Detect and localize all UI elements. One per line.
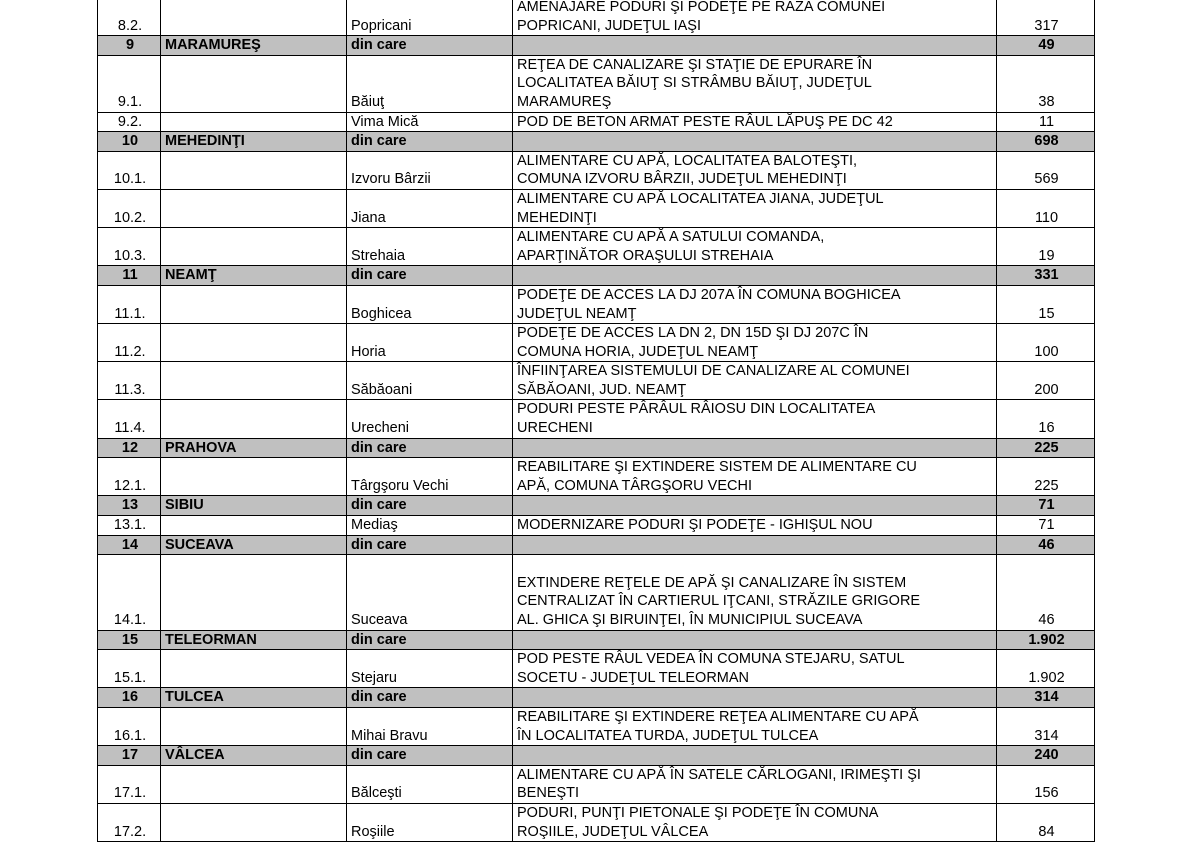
project-cell: MODERNIZARE PODURI ŞI PODEŢE - IGHIŞUL NOU [513, 516, 997, 536]
project-cell: POD DE BETON ARMAT PESTE RÂUL LĂPUŞ PE DC 42 [513, 112, 997, 132]
value-cell: 11 [997, 112, 1095, 132]
row-number-cell: 11 [98, 266, 161, 286]
row-number-cell: 10.3. [98, 228, 161, 266]
row-number-cell: 11.2. [98, 324, 161, 362]
locality-cell: Strehaia [347, 228, 513, 266]
county-total-row [98, 535, 1095, 555]
row-number-cell: 12 [98, 438, 161, 458]
value-cell: 314 [997, 688, 1095, 708]
row-number-cell: 11.4. [98, 400, 161, 438]
county-cell [161, 516, 347, 536]
locality-cell: Mediaş [347, 516, 513, 536]
county-cell [161, 324, 347, 362]
county-cell [161, 803, 347, 841]
row-number-cell: 11.1. [98, 285, 161, 323]
project-cell: ALIMENTARE CU APĂ LOCALITATEA JIANA, JUDEŢUL MEHEDINŢI [513, 189, 997, 227]
value-cell: 49 [997, 36, 1095, 56]
row-number-cell: 10.2. [98, 189, 161, 227]
county-total-row [98, 266, 1095, 286]
project-row [98, 362, 1095, 400]
value-cell: 156 [997, 765, 1095, 803]
row-number-cell: 15 [98, 630, 161, 650]
project-row [98, 324, 1095, 362]
locality-cell: Urecheni [347, 400, 513, 438]
value-cell: 100 [997, 324, 1095, 362]
value-cell: 84 [997, 803, 1095, 841]
locality-cell: Izvoru Bârzii [347, 151, 513, 189]
value-cell: 314 [997, 707, 1095, 745]
county-total-row [98, 36, 1095, 56]
county-cell [161, 285, 347, 323]
row-number-cell: 14.1. [98, 555, 161, 630]
project-cell: ÎNFIINŢAREA SISTEMULUI DE CANALIZARE AL COMUNEI SĂBĂOANI, JUD. NEAMŢ [513, 362, 997, 400]
project-row [98, 707, 1095, 745]
project-cell: REABILITARE ŞI EXTINDERE SISTEM DE ALIMENTARE CU APĂ, COMUNA TÂRGŞORU VECHI [513, 458, 997, 496]
locality-cell: Săbăoani [347, 362, 513, 400]
row-number-cell: 16.1. [98, 707, 161, 745]
project-cell: ALIMENTARE CU APĂ, LOCALITATEA BALOTEŞTI, COMUNA IZVORU BÂRZII, JUDEŢUL MEHEDINŢI [513, 151, 997, 189]
project-row [98, 285, 1095, 323]
county-total-row [98, 688, 1095, 708]
project-row [98, 0, 1095, 36]
locality-cell: din care [347, 688, 513, 708]
value-cell: 16 [997, 400, 1095, 438]
county-total-row [98, 438, 1095, 458]
county-cell [161, 151, 347, 189]
row-number-cell: 10 [98, 132, 161, 152]
locality-cell: Popricani [347, 0, 513, 36]
locality-cell: Stejaru [347, 650, 513, 688]
locality-cell: Târgşoru Vechi [347, 458, 513, 496]
county-cell [161, 458, 347, 496]
value-cell: 225 [997, 438, 1095, 458]
locality-cell: Vima Mică [347, 112, 513, 132]
row-number-cell: 8.2. [98, 0, 161, 36]
investment-table [97, 0, 1095, 842]
county-cell [161, 55, 347, 112]
row-number-cell: 9.2. [98, 112, 161, 132]
row-number-cell: 12.1. [98, 458, 161, 496]
table-body [98, 0, 1095, 842]
project-cell [513, 36, 997, 56]
locality-cell: din care [347, 132, 513, 152]
county-cell [161, 189, 347, 227]
value-cell: 1.902 [997, 650, 1095, 688]
project-cell [513, 496, 997, 516]
project-cell [513, 132, 997, 152]
locality-cell: Bălceşti [347, 765, 513, 803]
value-cell: 46 [997, 535, 1095, 555]
county-cell: MARAMUREŞ [161, 36, 347, 56]
project-row [98, 516, 1095, 536]
row-number-cell: 10.1. [98, 151, 161, 189]
row-number-cell: 17 [98, 746, 161, 766]
locality-cell: Roşiile [347, 803, 513, 841]
value-cell: 331 [997, 266, 1095, 286]
locality-cell: Horia [347, 324, 513, 362]
county-cell: PRAHOVA [161, 438, 347, 458]
county-cell [161, 555, 347, 630]
project-cell: POD PESTE RÂUL VEDEA ÎN COMUNA STEJARU, SATUL SOCETU - JUDEŢUL TELEORMAN [513, 650, 997, 688]
county-total-row [98, 496, 1095, 516]
county-cell: TELEORMAN [161, 630, 347, 650]
row-number-cell: 11.3. [98, 362, 161, 400]
project-row [98, 765, 1095, 803]
row-number-cell: 17.2. [98, 803, 161, 841]
row-number-cell: 9.1. [98, 55, 161, 112]
value-cell: 1.902 [997, 630, 1095, 650]
county-cell [161, 707, 347, 745]
project-cell: ALIMENTARE CU APĂ ÎN SATELE CĂRLOGANI, IRIMEŞTI ŞI BENEŞTI [513, 765, 997, 803]
county-total-row [98, 746, 1095, 766]
value-cell: 38 [997, 55, 1095, 112]
value-cell: 240 [997, 746, 1095, 766]
value-cell: 71 [997, 496, 1095, 516]
county-cell: MEHEDINŢI [161, 132, 347, 152]
project-cell [513, 688, 997, 708]
locality-cell: Suceava [347, 555, 513, 630]
project-row [98, 803, 1095, 841]
locality-cell: din care [347, 438, 513, 458]
county-cell [161, 362, 347, 400]
county-cell [161, 765, 347, 803]
county-cell [161, 228, 347, 266]
project-row [98, 650, 1095, 688]
project-row [98, 55, 1095, 112]
project-row [98, 400, 1095, 438]
project-cell [513, 438, 997, 458]
project-row [98, 112, 1095, 132]
county-cell: SIBIU [161, 496, 347, 516]
project-row [98, 458, 1095, 496]
county-cell: NEAMŢ [161, 266, 347, 286]
row-number-cell: 17.1. [98, 765, 161, 803]
project-cell: PODURI, PUNŢI PIETONALE ŞI PODEŢE ÎN COMUNA ROŞIILE, JUDEŢUL VÂLCEA [513, 803, 997, 841]
row-number-cell: 14 [98, 535, 161, 555]
row-number-cell: 13 [98, 496, 161, 516]
locality-cell: din care [347, 496, 513, 516]
value-cell: 71 [997, 516, 1095, 536]
project-row [98, 151, 1095, 189]
project-row [98, 189, 1095, 227]
project-row [98, 228, 1095, 266]
project-cell: EXTINDERE REŢELE DE APĂ ŞI CANALIZARE ÎN SISTEM CENTRALIZAT ÎN CARTIERUL IŢCANI, STRĂZILE GRIGORE AL. GHICA ŞI BIRUINŢEI, ÎN MUNICIPIUL SUCEAVA [513, 555, 997, 630]
row-number-cell: 9 [98, 36, 161, 56]
value-cell: 110 [997, 189, 1095, 227]
value-cell: 46 [997, 555, 1095, 630]
locality-cell: Boghicea [347, 285, 513, 323]
value-cell: 15 [997, 285, 1095, 323]
project-cell [513, 535, 997, 555]
project-cell [513, 266, 997, 286]
county-cell [161, 650, 347, 688]
project-cell: REŢEA DE CANALIZARE ŞI STAŢIE DE EPURARE ÎN LOCALITATEA BĂIUŢ SI STRÂMBU BĂIUŢ, JUDEŢUL MARAMUREŞ [513, 55, 997, 112]
value-cell: 225 [997, 458, 1095, 496]
county-cell [161, 112, 347, 132]
locality-cell: Băiuţ [347, 55, 513, 112]
value-cell: 698 [997, 132, 1095, 152]
county-total-row [98, 132, 1095, 152]
project-row [98, 555, 1095, 630]
locality-cell: din care [347, 746, 513, 766]
project-cell: PODURI PESTE PÂRÂUL RÂIOSU DIN LOCALITATEA URECHENI [513, 400, 997, 438]
county-cell: VÂLCEA [161, 746, 347, 766]
row-number-cell: 15.1. [98, 650, 161, 688]
row-number-cell: 16 [98, 688, 161, 708]
county-total-row [98, 630, 1095, 650]
locality-cell: Mihai Bravu [347, 707, 513, 745]
value-cell: 569 [997, 151, 1095, 189]
project-cell [513, 630, 997, 650]
project-cell: REABILITARE ŞI EXTINDERE REŢEA ALIMENTARE CU APĂ ÎN LOCALITATEA TURDA, JUDEŢUL TULCEA [513, 707, 997, 745]
value-cell: 200 [997, 362, 1095, 400]
project-cell: PODEŢE DE ACCES LA DN 2, DN 15D ŞI DJ 207C ÎN COMUNA HORIA, JUDEŢUL NEAMŢ [513, 324, 997, 362]
county-cell: TULCEA [161, 688, 347, 708]
locality-cell: din care [347, 36, 513, 56]
value-cell: 317 [997, 0, 1095, 36]
project-cell [513, 746, 997, 766]
project-cell: AMENAJARE PODURI ŞI PODEŢE PE RAZA COMUNEI POPRICANI, JUDEŢUL IAŞI [513, 0, 997, 36]
county-cell [161, 400, 347, 438]
county-cell: SUCEAVA [161, 535, 347, 555]
locality-cell: Jiana [347, 189, 513, 227]
locality-cell: din care [347, 630, 513, 650]
project-cell: PODEŢE DE ACCES LA DJ 207A ÎN COMUNA BOGHICEA JUDEŢUL NEAMŢ [513, 285, 997, 323]
row-number-cell: 13.1. [98, 516, 161, 536]
locality-cell: din care [347, 535, 513, 555]
project-cell: ALIMENTARE CU APĂ A SATULUI COMANDA, APARŢINĂTOR ORAŞULUI STREHAIA [513, 228, 997, 266]
value-cell: 19 [997, 228, 1095, 266]
locality-cell: din care [347, 266, 513, 286]
county-cell [161, 0, 347, 36]
